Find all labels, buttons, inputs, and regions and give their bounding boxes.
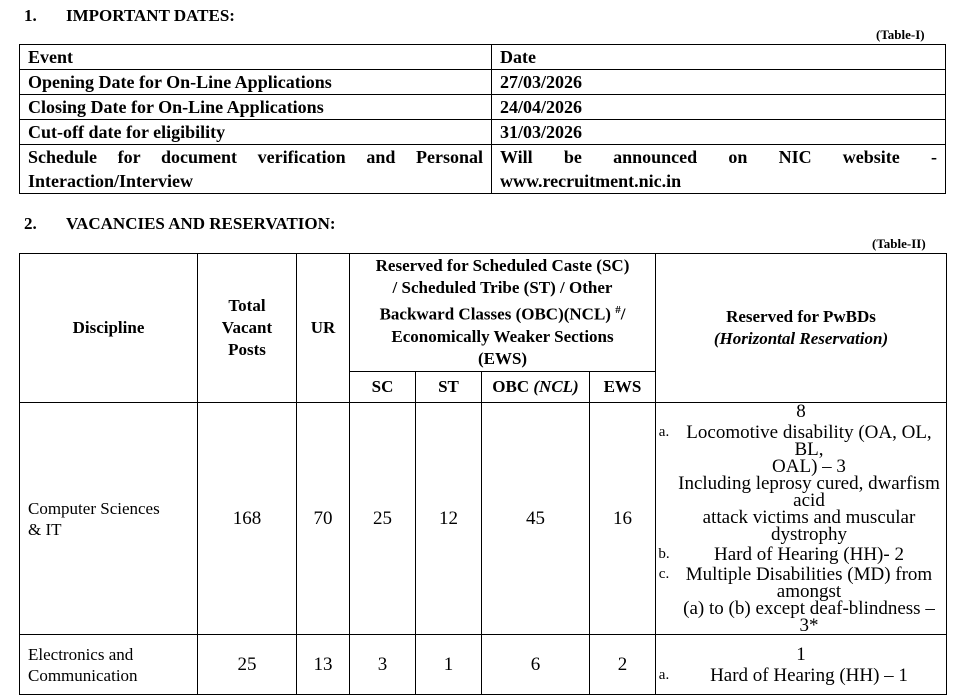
pwbd-list <box>656 664 946 686</box>
sc-cell: 25 <box>350 403 416 635</box>
event-cell: Cut-off date for eligibility <box>20 120 492 145</box>
header-line: Vacant <box>221 318 273 337</box>
header-pwbd <box>656 254 947 403</box>
list-item <box>656 566 946 634</box>
list-item <box>656 546 946 563</box>
header-line: Reserved for Scheduled Caste (SC) <box>375 256 630 276</box>
st-cell: 12 <box>416 403 482 635</box>
table-row <box>20 145 946 194</box>
event-cell: Closing Date for On-Line Applications <box>20 95 492 120</box>
item-line: (a) to (b) except deaf-blindness – 3* <box>683 598 935 636</box>
table-row <box>20 403 947 635</box>
pwbd-count: 1 <box>796 643 806 665</box>
section1-heading <box>24 6 235 26</box>
obc-cell: 45 <box>482 403 590 635</box>
website-text: www.recruitment.nic.in <box>500 171 682 191</box>
header-text: Backward Classes (OBC)(NCL) <box>379 304 611 324</box>
item-letter: b. <box>658 546 670 562</box>
section1-number: 1. <box>24 6 37 25</box>
table-row <box>20 120 946 145</box>
item-text <box>672 566 946 634</box>
date-cell: 24/04/2026 <box>492 95 946 120</box>
vacancies-table <box>19 253 947 695</box>
header-text: OBC <box>492 377 530 396</box>
pwbd-list <box>656 424 946 634</box>
table-header-row <box>20 45 946 70</box>
item-letter: c. <box>658 566 670 582</box>
event-cell: Opening Date for On-Line Applications <box>20 70 492 95</box>
item-line: Multiple Disabilities (MD) from amongst <box>685 564 933 602</box>
item-line: OAL) – 3 <box>772 456 846 477</box>
section1-title: IMPORTANT DATES: <box>66 6 235 25</box>
footnote-marker: # <box>615 304 621 317</box>
discipline-line: Electronics and <box>28 644 134 664</box>
table-header-row <box>20 254 947 372</box>
item-text: Hard of Hearing (HH)- 2 <box>714 544 904 565</box>
pwbd-count: 8 <box>796 401 806 422</box>
item-text <box>672 424 946 543</box>
header-line: Economically Weaker Sections <box>391 326 614 346</box>
event-line: Schedule for document verification and Personal <box>28 147 483 167</box>
header-sc: SC <box>350 372 416 403</box>
header-ur: UR <box>297 254 350 403</box>
ews-cell: 16 <box>590 403 656 635</box>
header-date: Date <box>492 45 946 70</box>
obc-cell: 6 <box>482 635 590 695</box>
table-row <box>20 95 946 120</box>
discipline-line: & IT <box>28 519 62 539</box>
list-item <box>656 424 946 543</box>
table-row <box>20 635 947 695</box>
date-cell: 31/03/2026 <box>492 120 946 145</box>
header-line: Posts <box>228 340 266 359</box>
total-cell: 168 <box>198 403 297 635</box>
list-item <box>656 664 946 686</box>
pwbd-cell <box>656 635 947 695</box>
table1-tag: (Table-I) <box>876 27 925 42</box>
header-event: Event <box>20 45 492 70</box>
ews-cell: 2 <box>590 635 656 695</box>
item-note: Including leprosy cured, dwarfism acid <box>678 473 940 511</box>
header-line <box>350 299 655 326</box>
section2-title: VACANCIES AND RESERVATION: <box>66 214 336 233</box>
header-total-vacant-posts <box>198 254 297 403</box>
item-line: Locomotive disability (OA, OL, BL, <box>686 422 932 460</box>
header-line: Reserved for PwBDs <box>726 307 876 326</box>
date-cell <box>492 145 946 194</box>
sc-cell: 3 <box>350 635 416 695</box>
pwbd-cell <box>656 403 947 635</box>
item-letter: a. <box>658 424 670 440</box>
date-cell: 27/03/2026 <box>492 70 946 95</box>
event-cell <box>20 145 492 194</box>
table2-tag: (Table-II) <box>872 236 926 251</box>
header-reserved <box>350 254 656 372</box>
table-row <box>20 70 946 95</box>
st-cell: 1 <box>416 635 482 695</box>
header-text: (NCL) <box>533 377 579 396</box>
discipline-line: Computer Sciences <box>28 498 160 518</box>
header-obc <box>482 372 590 403</box>
section2-heading <box>24 214 336 234</box>
discipline-line: Communication <box>28 665 138 685</box>
date-line: Will be announced on NIC website - <box>500 147 937 167</box>
item-letter: a. <box>658 666 670 683</box>
ur-cell: 70 <box>297 403 350 635</box>
header-text: / <box>620 304 626 324</box>
header-line: Total <box>228 296 266 315</box>
header-ews: EWS <box>590 372 656 403</box>
header-line: (Horizontal Reservation) <box>713 329 889 348</box>
header-line: (EWS) <box>477 348 528 368</box>
header-line: / Scheduled Tribe (ST) / Other <box>392 278 613 298</box>
header-st: ST <box>416 372 482 403</box>
event-line: Interaction/Interview <box>28 171 193 191</box>
item-note: attack victims and muscular dystrophy <box>702 507 916 545</box>
ur-cell: 13 <box>297 635 350 695</box>
item-text: Hard of Hearing (HH) – 1 <box>710 664 908 686</box>
section2-number: 2. <box>24 214 37 233</box>
discipline-cell <box>20 403 198 635</box>
important-dates-table <box>19 44 946 194</box>
total-cell: 25 <box>198 635 297 695</box>
header-discipline: Discipline <box>20 254 198 403</box>
discipline-cell <box>20 635 198 695</box>
